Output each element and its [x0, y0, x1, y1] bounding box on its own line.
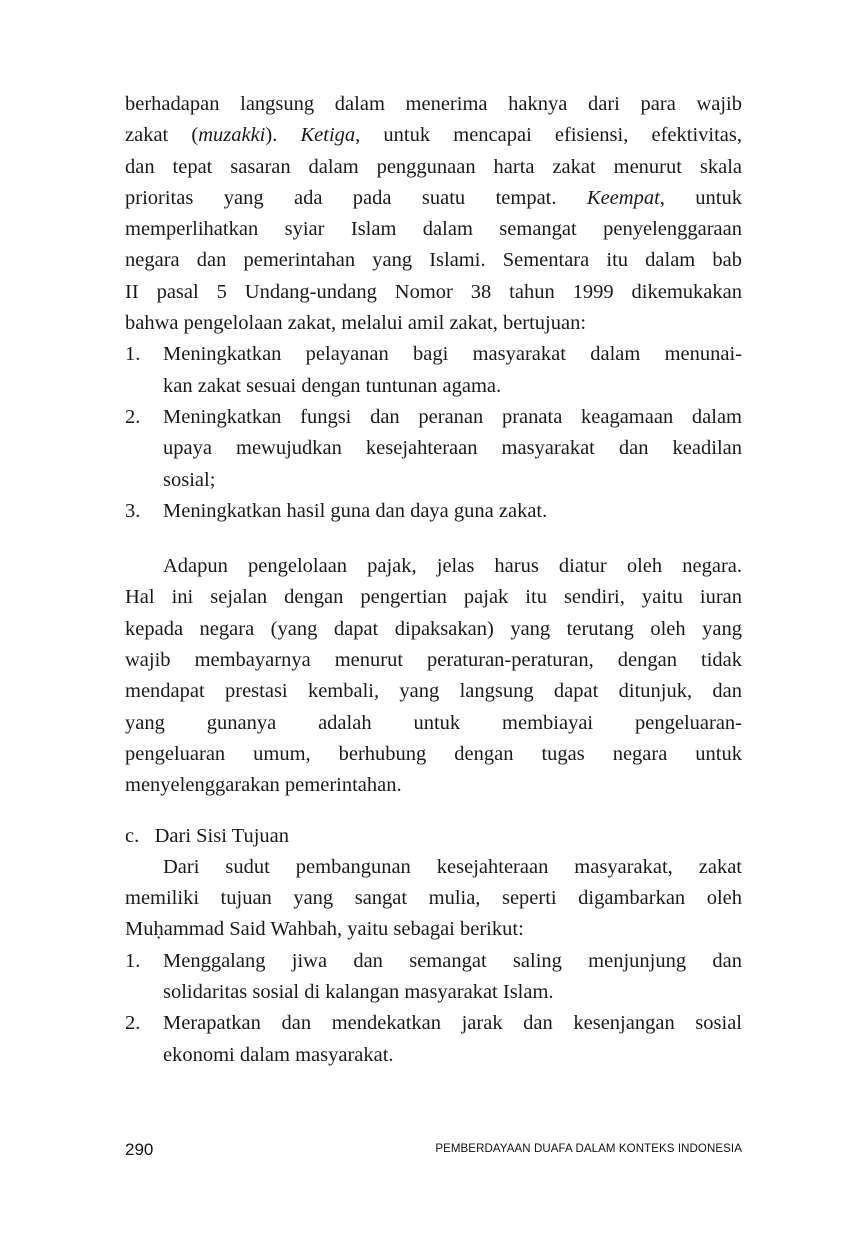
text-line: [125, 914, 742, 945]
text-segment: memperlihatkan syiar Islam dalam semangat penyelenggaraan: [125, 218, 742, 241]
text-line: [125, 1040, 742, 1071]
text-segment: zakat (: [125, 124, 199, 147]
text-segment: Meningkatkan fungsi dan peranan pranata keagamaan dalam: [163, 405, 742, 428]
text-segment: dan tepat sasaran dalam penggunaan harta zakat menurut skala: [125, 155, 742, 178]
text-line: [125, 1008, 742, 1039]
italic-text: muzakki: [198, 124, 266, 147]
text-segment: prioritas yang ada pada suatu tempat.: [125, 186, 587, 209]
text-segment: c. Dari Sisi Tujuan: [125, 824, 290, 847]
text-line: [125, 465, 742, 496]
italic-text: Keempat: [586, 186, 660, 209]
text-segment: bahwa pengelolaan zakat, melalui amil zakat, bertujuan:: [125, 312, 587, 335]
text-line: [125, 708, 742, 739]
list-number: 2.: [125, 405, 141, 428]
text-segment: ).: [265, 124, 301, 147]
text-line: [125, 277, 742, 308]
text-line: [125, 371, 742, 402]
text-segment: Hal ini sejalan dengan pengertian pajak itu sendiri, yaitu iuran: [125, 586, 742, 609]
text-segment: Adapun pengelolaan pajak, jelas harus diatur oleh negara.: [163, 555, 742, 578]
italic-text: Ketiga: [300, 124, 356, 147]
text-line: [125, 245, 742, 276]
paragraph-spacer: [125, 527, 742, 551]
text-line: [125, 89, 742, 120]
text-line: [125, 770, 742, 801]
list-number: 1.: [125, 949, 141, 972]
text-segment: , untuk: [659, 186, 742, 209]
text-line: [125, 614, 742, 645]
text-segment: Meningkatkan pelayanan bagi masyarakat dalam menunai-: [163, 343, 742, 366]
text-segment: yang gunanya adalah untuk membiayai pengeluaran-: [125, 711, 742, 734]
text-segment: kan zakat sesuai dengan tuntunan agama.: [163, 374, 502, 397]
list-item: [125, 1008, 742, 1071]
text-segment: , untuk mencapai efisiensi, efektivitas,: [355, 124, 742, 147]
text-line: [125, 551, 742, 582]
text-segment: II pasal 5 Undang-undang Nomor 38 tahun 1999 dikemukakan: [125, 280, 742, 303]
text-segment: ekonomi dalam masyarakat.: [163, 1043, 394, 1066]
list-number: 3.: [125, 499, 141, 522]
list-number: 1.: [125, 343, 141, 366]
running-head: PEMBERDAYAAN DUAFA DALAM KONTEKS INDONESIA: [435, 1143, 742, 1155]
text-segment: mendapat prestasi kembali, yang langsung dapat ditunjuk, dan: [125, 680, 742, 703]
text-segment: Dari sudut pembangunan kesejahteraan masyarakat, zakat: [163, 855, 742, 878]
text-line: [125, 883, 742, 914]
text-segment: wajib membayarnya menurut peraturan-peraturan, dengan tidak: [125, 649, 742, 672]
text-line: [125, 339, 742, 370]
text-line: [125, 852, 742, 883]
text-line: [125, 496, 742, 527]
text-line: [125, 402, 742, 433]
text-segment: solidaritas sosial di kalangan masyarakat Islam.: [163, 981, 554, 1004]
text-segment: Merapatkan dan mendekatkan jarak dan kesenjangan sosial: [163, 1012, 742, 1035]
text-line: [125, 433, 742, 464]
text-segment: upaya mewujudkan kesejahteraan masyarakat dan keadilan: [163, 437, 742, 460]
text-segment: kepada negara (yang dapat dipaksakan) yang terutang oleh yang: [125, 617, 742, 640]
text-line: [125, 946, 742, 977]
text-line: [125, 183, 742, 214]
text-line: [125, 152, 742, 183]
text-segment: Meningkatkan hasil guna dan daya guna zakat.: [163, 499, 548, 522]
text-segment: Muḥammad Said Wahbah, yaitu sebagai berikut:: [125, 918, 524, 941]
text-segment: sosial;: [163, 468, 216, 491]
paragraph-spacer: [125, 802, 742, 821]
list-item: [125, 496, 742, 527]
list-item: [125, 946, 742, 1009]
list-number: 2.: [125, 1012, 141, 1035]
text-line: [125, 582, 742, 613]
paragraph: [125, 852, 742, 946]
paragraph: [125, 551, 742, 801]
paragraph: [125, 89, 742, 339]
page-body: [125, 89, 742, 1071]
text-line: [125, 676, 742, 707]
text-line: [125, 645, 742, 676]
list-item: [125, 402, 742, 496]
page-number: 290: [125, 1140, 154, 1159]
text-segment: memiliki tujuan yang sangat mulia, seperti digambarkan oleh: [125, 887, 742, 910]
text-segment: negara dan pemerintahan yang Islami. Sementara itu dalam bab: [125, 249, 742, 272]
text-line: [125, 308, 742, 339]
text-segment: pengeluaran umum, berhubung dengan tugas negara untuk: [125, 742, 742, 765]
text-segment: Menggalang jiwa dan semangat saling menjunjung dan: [163, 949, 742, 972]
section-heading: [125, 821, 742, 852]
text-segment: menyelenggarakan pemerintahan.: [125, 774, 402, 797]
text-line: [125, 120, 742, 151]
text-line: [125, 821, 742, 852]
text-segment: berhadapan langsung dalam menerima haknya dari para wajib: [125, 93, 742, 115]
text-line: [125, 977, 742, 1008]
list-item: [125, 339, 742, 402]
text-line: [125, 214, 742, 245]
text-line: [125, 739, 742, 770]
